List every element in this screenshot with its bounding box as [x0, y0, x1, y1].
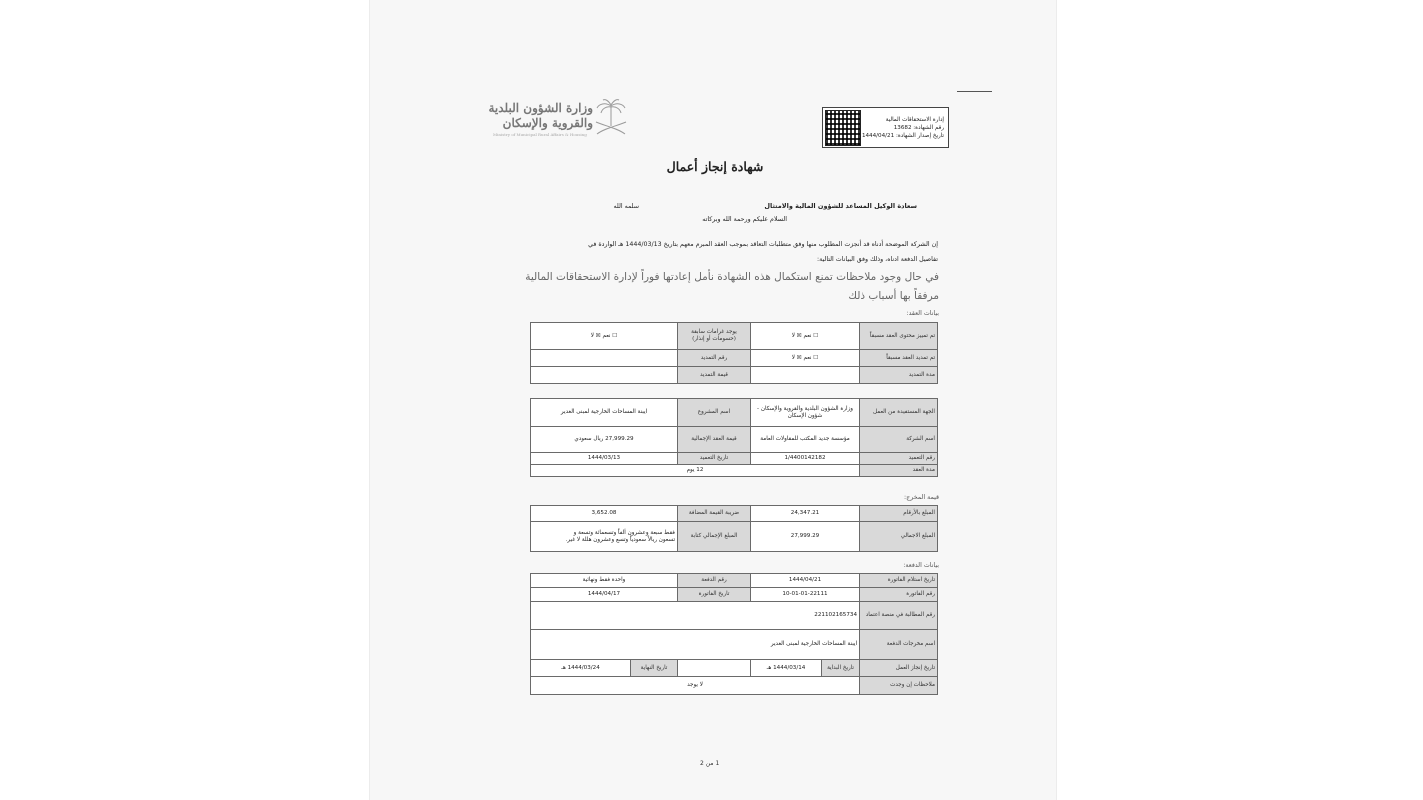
qr-code-icon	[825, 110, 861, 146]
cell-value: ايبنة المساحات الخارجية لمبنى الغدير	[531, 399, 678, 427]
cell-value: 27,999.29 ريال سعودي	[531, 427, 678, 453]
cell-label: الجهة المستفيدة من العمل	[860, 399, 938, 427]
table-row	[531, 350, 938, 367]
cell-value: 27,999.29	[751, 522, 860, 552]
table-row	[531, 453, 938, 465]
viewer-background-left	[0, 0, 369, 800]
cell-label: تاريخ النهاية	[631, 660, 678, 677]
cell-value: 1444/04/17	[531, 588, 678, 602]
note-line1: في حال وجود ملاحظات تمنع استكمال هذه الشهادة نأمل إعادتها فوراً لإدارة الاستحقاقات المالية	[525, 271, 939, 283]
certificate-info-text	[861, 116, 946, 140]
words-line: تسعون ريالاً سعودياً وتسع وعشرون هللة لا غير.	[565, 536, 675, 543]
document-page	[369, 0, 1057, 800]
table-row	[531, 506, 938, 522]
cell-spacer	[678, 660, 751, 677]
table-row	[531, 574, 938, 588]
salutation: سلمه الله	[613, 203, 639, 210]
cell-label: تم تمديد العقد مسبقاً	[860, 350, 938, 367]
cell-label: ضريبة القيمة المضافة	[678, 506, 751, 522]
cell-value: وزارة الشؤون البلدية والقروية والإسكان - شؤون الإسكان	[751, 399, 860, 427]
certificate-info-box	[822, 107, 949, 148]
extract-value-label: قيمة المخرج:	[904, 494, 939, 501]
letter-body-line1: إن الشركة الموضحة أدناه قد أنجزت المطلوب منها وفق متطلبات التعاقد بموجب العقد المبرم معهم بتاريخ 1444/03/13 هـ الواردة في	[588, 241, 938, 248]
cell-label: المبلغ الإجمالي كتابة	[678, 522, 751, 552]
palm-swords-emblem-icon	[589, 96, 633, 140]
table-row	[531, 677, 938, 695]
table-row	[531, 602, 938, 630]
project-table	[530, 398, 938, 477]
cell-value: مؤسسة جديد المكتب للمقاولات العامة	[751, 427, 860, 453]
cell-value: ☐ نعم ☒ لا	[751, 323, 860, 350]
cell-label: رقم الفاتورة	[860, 588, 938, 602]
qr-line: تاريخ إصدار الشهادة: 1444/04/21	[861, 132, 944, 139]
cell-label: رقم الدفعة	[678, 574, 751, 588]
cell-label: قيمة التمديد	[678, 367, 751, 384]
cell-value: ايبنة المساحات الخارجية لمبنى الغدير	[531, 630, 860, 660]
table-row	[531, 323, 938, 350]
cell-label: رقم التعميد	[860, 453, 938, 465]
payment-table	[530, 573, 938, 695]
table-row	[531, 588, 938, 602]
table-row	[531, 522, 938, 552]
cell-label: المبلغ الاجمالي	[860, 522, 938, 552]
viewer-background-right	[1055, 0, 1423, 800]
letter-body-line2: تفاصيل الدفعة ادناه، وذلك وفق البيانات التالية:	[817, 256, 938, 263]
ministry-name-line2: والقروية والإسكان	[502, 116, 593, 130]
cell-value: 221102165734	[531, 602, 860, 630]
cell-label: تاريخ التعميد	[678, 453, 751, 465]
cell-value: ☐ نعم ☒ لا	[531, 323, 678, 350]
cell-label: تاريخ إنجاز العمل	[860, 660, 938, 677]
ministry-logo-text	[488, 101, 593, 137]
cell-label: رقم التمديد	[678, 350, 751, 367]
cell-label: اسم الشركة	[860, 427, 938, 453]
cell-value: 24,347.21	[751, 506, 860, 522]
cell-label: مدة العقد	[860, 465, 938, 477]
table-row	[531, 367, 938, 384]
table-row	[531, 465, 938, 477]
qr-line: إدارة الاستحقاقات المالية	[885, 116, 944, 123]
cell-value	[751, 367, 860, 384]
words-line: فقط سبعة وعشرون ألفاً وتسعمائة وتسعة و	[573, 529, 675, 536]
table-row	[531, 399, 938, 427]
cell-label: تاريخ البداية	[822, 660, 860, 677]
contract-data-label: بيانات العقد:	[906, 310, 939, 317]
document-title: شهادة إنجاز أعمال	[666, 159, 764, 174]
cell-label: ملاحظات إن وجدت	[860, 677, 938, 695]
cell-label: اسم المشروع	[678, 399, 751, 427]
cell-value: 1444/03/24 هـ	[531, 660, 631, 677]
ministry-name-line1: وزارة الشؤون البلدية	[488, 101, 593, 115]
table-row	[531, 427, 938, 453]
cell-value: ☐ نعم ☒ لا	[751, 350, 860, 367]
cell-value-words	[531, 522, 678, 552]
cell-label: تاريخ الفاتورة	[678, 588, 751, 602]
corner-mark	[957, 91, 992, 92]
cell-label: يوجد غرامات سابقة (حسومات أو إنذار)	[678, 323, 751, 350]
note-line2: مرفقاً بها أسباب ذلك	[848, 290, 939, 302]
cell-label: تاريخ استلام الفاتورة	[860, 574, 938, 588]
cell-label: اسم مخرجات الدفعة	[860, 630, 938, 660]
cell-value	[531, 367, 678, 384]
table-row	[531, 660, 938, 677]
cell-label: مدة التمديد	[860, 367, 938, 384]
addressee: سعادة الوكيل المساعد للشؤون المالية والامتثال	[764, 202, 917, 210]
payment-data-label: بيانات الدفعة:	[903, 562, 939, 569]
cell-label: تم تمييز محتوى العقد مسبقاً	[860, 323, 938, 350]
greeting: السلام عليكم ورحمة الله وبركاته	[702, 216, 787, 223]
cell-value: 1444/04/21	[751, 574, 860, 588]
cell-value: 10-01-01-22111	[751, 588, 860, 602]
contract-data-table	[530, 322, 938, 384]
extract-value-table	[530, 505, 938, 552]
ministry-name-english: Ministry of Municipal Rural Affairs & Housing	[493, 132, 587, 137]
cell-value: 1444/03/13	[531, 453, 678, 465]
cell-label: المبلغ بالأرقام	[860, 506, 938, 522]
cell-value: واحدة فقط ونهائية	[531, 574, 678, 588]
page-number: 1 من 2	[700, 760, 720, 767]
cell-value: 12 يوم	[531, 465, 860, 477]
cell-value: 3,652.08	[531, 506, 678, 522]
cell-value: 1/4400142182	[751, 453, 860, 465]
cell-value	[531, 350, 678, 367]
table-row	[531, 630, 938, 660]
cell-value: لا يوجد	[531, 677, 860, 695]
cell-value: 1444/03/14 هـ	[751, 660, 822, 677]
cell-label: رقم المطالبة في منصة اعتماد	[860, 602, 938, 630]
qr-line: رقم الشهادة: 13682	[893, 124, 944, 131]
cell-label: قيمة العقد الإجمالية	[678, 427, 751, 453]
